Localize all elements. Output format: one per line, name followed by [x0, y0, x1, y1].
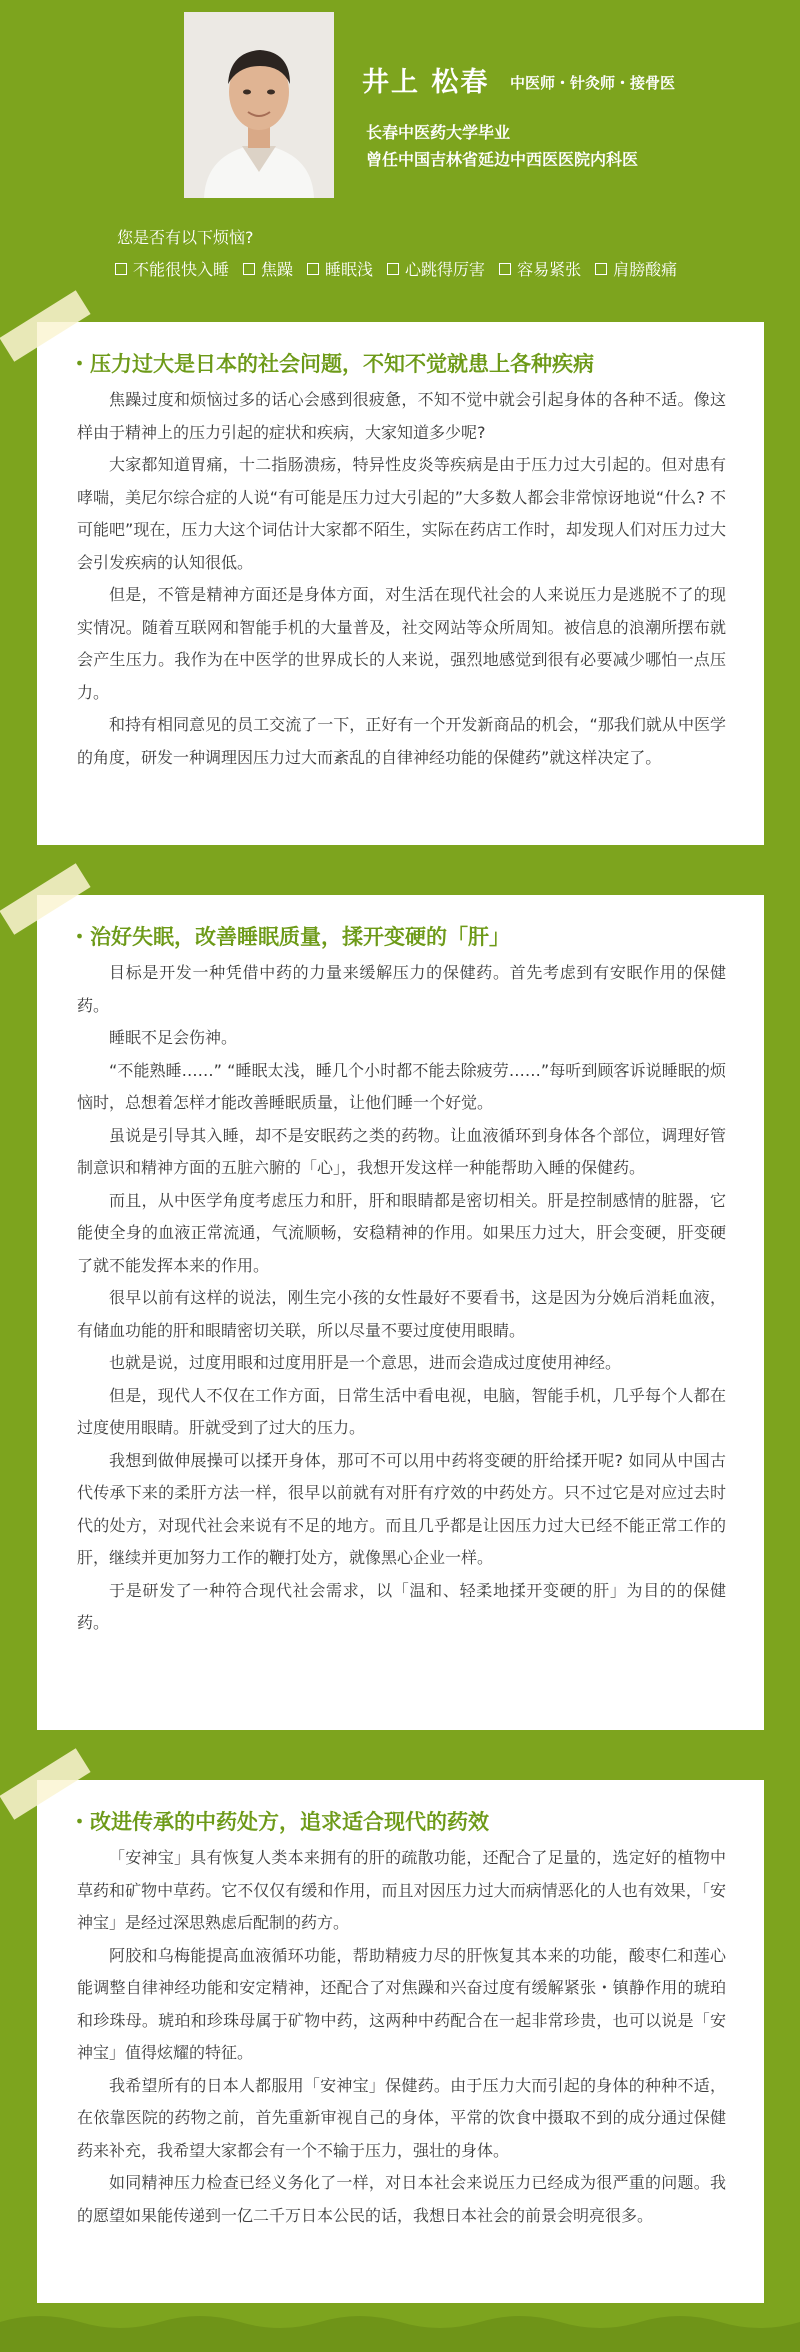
worry-checkbox-item[interactable] — [499, 257, 581, 280]
checkbox-icon[interactable] — [243, 263, 255, 275]
doctor-credential-education: 长春中医药大学毕业 — [366, 123, 511, 142]
section-paragraph: 虽说是引导其入睡，却不是安眠药之类的药物。让血液循环到身体各个部位，调理好管制意识和精神方面的五脏六腑的「心」，我想开发这样一种能帮助入睡的保健药。 — [77, 1125, 726, 1177]
worry-checkbox-item[interactable] — [115, 257, 229, 280]
section-paragraph: 大家都知道胃痛，十二指肠溃疡，特异性皮炎等疾病是由于压力过大引起的。但对患有哮喘，美尼尔综合症的人说“有可能是压力过大引起的”大多数人都会非常惊讶地说“什么? 不可能吧”现在，压力大这个词估计大家都不陌生，实际在药店工作时，却发现人们对压力过大会引发疾病的认知很低。 — [77, 455, 726, 572]
doctor-header — [0, 0, 800, 300]
section-card-formula — [37, 1780, 764, 2303]
doctor-title: 中医师・针灸师・接骨医 — [510, 74, 676, 92]
worry-checkbox-item[interactable] — [307, 257, 373, 280]
section-card-sleep — [37, 895, 764, 1730]
worry-checkbox-item[interactable] — [243, 257, 293, 280]
section-title: ・压力过大是日本的社会问题，不知不觉就患上各种疾病 — [69, 352, 594, 376]
section-paragraph: “不能熟睡……” “睡眠太浅，睡几个小时都不能去除疲劳……”每听到顾客诉说睡眠的烦恼时，总想着怎样才能改善睡眠质量，让他们睡一个好觉。 — [77, 1060, 726, 1112]
section-paragraph: 但是，现代人不仅在工作方面，日常生活中看电视，电脑，智能手机，几乎每个人都在过度使用眼睛。肝就受到了过大的压力。 — [77, 1385, 726, 1437]
section-card-stress — [37, 322, 764, 845]
section-paragraph: 和持有相同意见的员工交流了一下，正好有一个开发新商品的机会，“那我们就从中医学的角度，研发一种调理因压力过大而紊乱的自律神经功能的保健药”就这样决定了。 — [77, 715, 726, 767]
section-paragraph: 「安神宝」具有恢复人类本来拥有的肝的疏散功能，还配合了足量的，选定好的植物中草药和矿物中草药。它不仅仅有缓和作用，而且对因压力过大而病情恶化的人也有效果，「安神宝」是经过深思熟虑后配制的药方。 — [77, 1848, 726, 1932]
worries-checklist — [115, 257, 691, 280]
doctor-credential-career: 曾任中国吉林省延边中西医医院内科医 — [366, 150, 639, 169]
section-paragraph: 目标是开发一种凭借中药的力量来缓解压力的保健药。首先考虑到有安眠作用的保健药。 — [77, 963, 726, 1015]
doctor-portrait — [184, 12, 334, 198]
section-paragraph: 很早以前有这样的说法，刚生完小孩的女性最好不要看书，这是因为分娩后消耗血液，有储血功能的肝和眼睛密切关联，所以尽量不要过度使用眼睛。 — [77, 1288, 726, 1340]
bottom-wave-decoration — [0, 2292, 800, 2352]
section-paragraph: 我希望所有的日本人都服用「安神宝」保健药。由于压力大而引起的身体的种种不适，在依靠医院的药物之前，首先重新审视自己的身体，平常的饮食中摄取不到的成分通过保健药来补充，我希望大家都会有一个不输于压力，强壮的身体。 — [77, 2075, 726, 2160]
portrait-image — [184, 12, 334, 198]
section-title: ・治好失眠，改善睡眠质量，揉开变硬的「肝」 — [69, 925, 510, 949]
section-paragraph: 如同精神压力检查已经义务化了一样，对日本社会来说压力已经成为很严重的问题。我的愿望如果能传递到一亿二千万日本公民的话，我想日本社会的前景会明亮很多。 — [77, 2173, 726, 2225]
section-paragraph: 睡眠不足会伤神。 — [109, 1028, 238, 1047]
checkbox-icon[interactable] — [499, 263, 511, 275]
section-paragraph: 也就是说，过度用眼和过度用肝是一个意思，进而会造成过度使用神经。 — [109, 1353, 622, 1372]
worry-label: 睡眠浅 — [325, 260, 374, 279]
worry-label: 心跳得厉害 — [405, 260, 486, 279]
checkbox-icon[interactable] — [387, 263, 399, 275]
checkbox-icon[interactable] — [307, 263, 319, 275]
checkbox-icon[interactable] — [595, 263, 607, 275]
checkbox-icon[interactable] — [115, 263, 127, 275]
worry-checkbox-item[interactable] — [387, 257, 485, 280]
section-paragraph: 于是研发了一种符合现代社会需求，以「温和、轻柔地揉开变硬的肝」为目的的保健药。 — [77, 1580, 726, 1632]
section-paragraph: 而且，从中医学角度考虑压力和肝，肝和眼睛都是密切相关。肝是控制感情的脏器，它能使全身的血液正常流通，气流顺畅，安稳精神的作用。如果压力过大，肝会变硬，肝变硬了就不能发挥本来的作用。 — [77, 1190, 726, 1275]
section-title: ・改进传承的中药处方，追求适合现代的药效 — [69, 1810, 489, 1834]
section-paragraph: 阿胶和乌梅能提高血液循环功能，帮助精疲力尽的肝恢复其本来的功能，酸枣仁和莲心能调整自律神经功能和安定精神，还配合了对焦躁和兴奋过度有缓解紧张・镇静作用的琥珀和珍珠母。琥珀和珍珠母属于矿物中药，这两种中药配合在一起非常珍贵，也可以说是「安神宝」值得炫耀的特征。 — [77, 1945, 726, 2062]
worry-label: 焦躁 — [261, 260, 294, 279]
worry-label: 容易紧张 — [517, 260, 582, 279]
worries-question: 您是否有以下烦恼? — [117, 228, 254, 247]
section-paragraph: 但是，不管是精神方面还是身体方面，对生活在现代社会的人来说压力是逃脱不了的现实情况。随着互联网和智能手机的大量普及，社交网站等众所周知。被信息的浪潮所摆布就会产生压力。我作为在中医学的世界成长的人来说，强烈地感觉到很有必要减少哪怕一点压力。 — [77, 585, 726, 702]
section-paragraph: 焦躁过度和烦恼过多的话心会感到很疲惫，不知不觉中就会引起身体的各种不适。像这样由于精神上的压力引起的症状和疾病，大家知道多少呢? — [77, 390, 726, 442]
section-paragraph: 我想到做伸展操可以揉开身体，那可不可以用中药将变硬的肝给揉开呢? 如同从中国古代传承下来的柔肝方法一样，很早以前就有对肝有疗效的中药处方。只不过它是对应过去时代的处方，对现代社会来说有不足的地方。而且几乎都是让因压力过大已经不能正常工作的肝，继续并更加努力工作的鞭打处方，就像黑心企业一样。 — [77, 1450, 726, 1567]
worry-label: 不能很快入睡 — [133, 260, 230, 279]
worry-checkbox-item[interactable] — [595, 257, 677, 280]
doctor-name: 井上 松春 — [362, 67, 490, 98]
worry-label: 肩膀酸痛 — [613, 260, 678, 279]
